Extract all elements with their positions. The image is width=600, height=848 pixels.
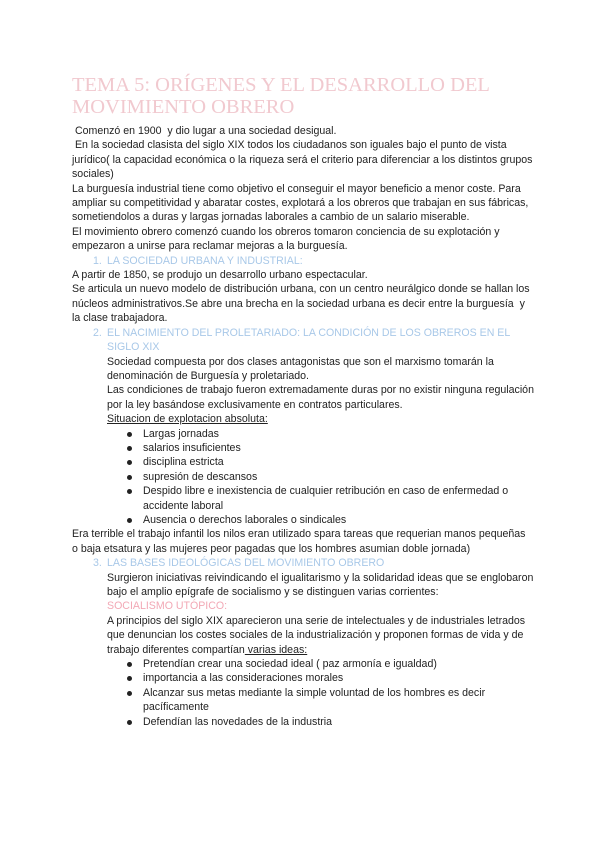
section-2-after-paragraph: Era terrible el trabajo infantil los nilos eran utilizado spara tareas que requerian manos pequeñas o baja etsatura y las mujeres peor pagadas que los hombres asumian doble jornada) — [72, 528, 526, 555]
paragraph-text: A principios del siglo XIX aparecieron una serie de intelectuales y de industriales letrados que denuncian los costes sociales de la industrialización y proponen formas de vida y de trabajo diferentes compartían — [107, 614, 526, 656]
section-number: 1. — [93, 254, 102, 267]
list-item: Defendían las novedades de la industria — [125, 715, 534, 729]
section-3-subheading: SOCIALISMO UTÓPICO: — [107, 600, 228, 613]
section-1-paragraph: A partir de 1850, se produjo un desarrollo urbano espectacular. — [72, 269, 368, 282]
intro-paragraph: En la sociedad clasista del siglo XIX todos los ciudadanos son iguales bajo el punto de vista jurídico( la capacidad económica o la riqueza será el criterio para diferenciar a los distintos grupos sociales) — [72, 139, 536, 181]
section-1-heading — [72, 254, 534, 268]
list-item: Alcanzar sus metas mediante la simple voluntad de los hombres es decir pacíficamente — [125, 686, 534, 715]
list-item: Largas jornadas — [125, 427, 534, 441]
underlined-text: varias ideas: — [244, 643, 308, 656]
section-heading-text: EL NACIMIENTO DEL PROLETARIADO: LA CONDICIÓN DE LOS OBREROS EN EL SIGLO XIX — [107, 326, 510, 354]
list-item: Ausencia o derechos laborales o sindicales — [125, 513, 534, 527]
list-item: importancia a las consideraciones morales — [125, 671, 534, 685]
document-title: TEMA 5: ORÍGENES Y EL DESARROLLO DEL MOVIMIENTO OBRERO — [72, 74, 490, 118]
document-body — [72, 124, 534, 729]
section-3-paragraph-2 — [72, 614, 534, 657]
intro-paragraph: El movimiento obrero comenzó cuando los obreros tomaron conciencia de su explotación y empezaron a unirse para reclamar mejoras a la burguesía. — [72, 225, 500, 253]
section-number: 3. — [93, 557, 102, 570]
section-1-paragraph: Se articula un nuevo modelo de distribución urbana, con un centro neurálgico donde se hallan los núcleos administrativos.Se abre una brecha en la sociedad urbana es decir entre la burguesía y la clase trabajadora. — [72, 283, 533, 325]
intro-paragraph: La burguesía industrial tiene como objetivo el conseguir el mayor beneficio a menor coste. Para ampliar su competitividad y abaratar costes, explotará a los obreros que trabajan en sus fábricas, sometiendolos a duras y largas jornadas laborales a cambio de un salario miserable. — [72, 182, 529, 224]
intro-paragraph: Comenzó en 1900 y dio lugar a una sociedad desigual. — [72, 125, 337, 137]
section-3-heading — [72, 556, 534, 570]
list-item: Despido libre e inexistencia de cualquier retribución en caso de enfermedad o accidente laboral — [125, 484, 534, 513]
list-item: disciplina estricta — [125, 455, 534, 469]
section-2-paragraph: Sociedad compuesta por dos clases antagonistas que son el marxismo tomarán la denominación de Burguesía y proletariado. — [107, 355, 494, 382]
section-2-subheading: Situacion de explotacion absoluta: — [107, 413, 268, 426]
section-2-paragraph: Las condiciones de trabajo fueron extremadamente duras por no existir ninguna regulación por la ley basándose exclusivamente en contratos particulares. — [107, 384, 534, 411]
list-item: salarios insuficientes — [125, 441, 534, 455]
section-heading-text: LAS BASES IDEOLÓGICAS DEL MOVIMIENTO OBRERO — [107, 557, 385, 570]
section-3-paragraph: Surgieron iniciativas reivindicando el igualitarismo y la solidaridad ideas que se englobaron bajo el amplio epígrafe de socialismo y se distinguen varias corrientes: — [107, 571, 534, 598]
list-item: Pretendían crear una sociedad ideal ( paz armonía e igualdad) — [125, 657, 534, 671]
list-item: supresión de descansos — [125, 470, 534, 484]
exploitation-list — [72, 427, 534, 528]
section-heading-text: LA SOCIEDAD URBANA Y INDUSTRIAL: — [107, 254, 303, 267]
section-2-heading — [72, 326, 534, 355]
section-number: 2. — [93, 326, 102, 339]
ideas-list — [72, 657, 534, 729]
